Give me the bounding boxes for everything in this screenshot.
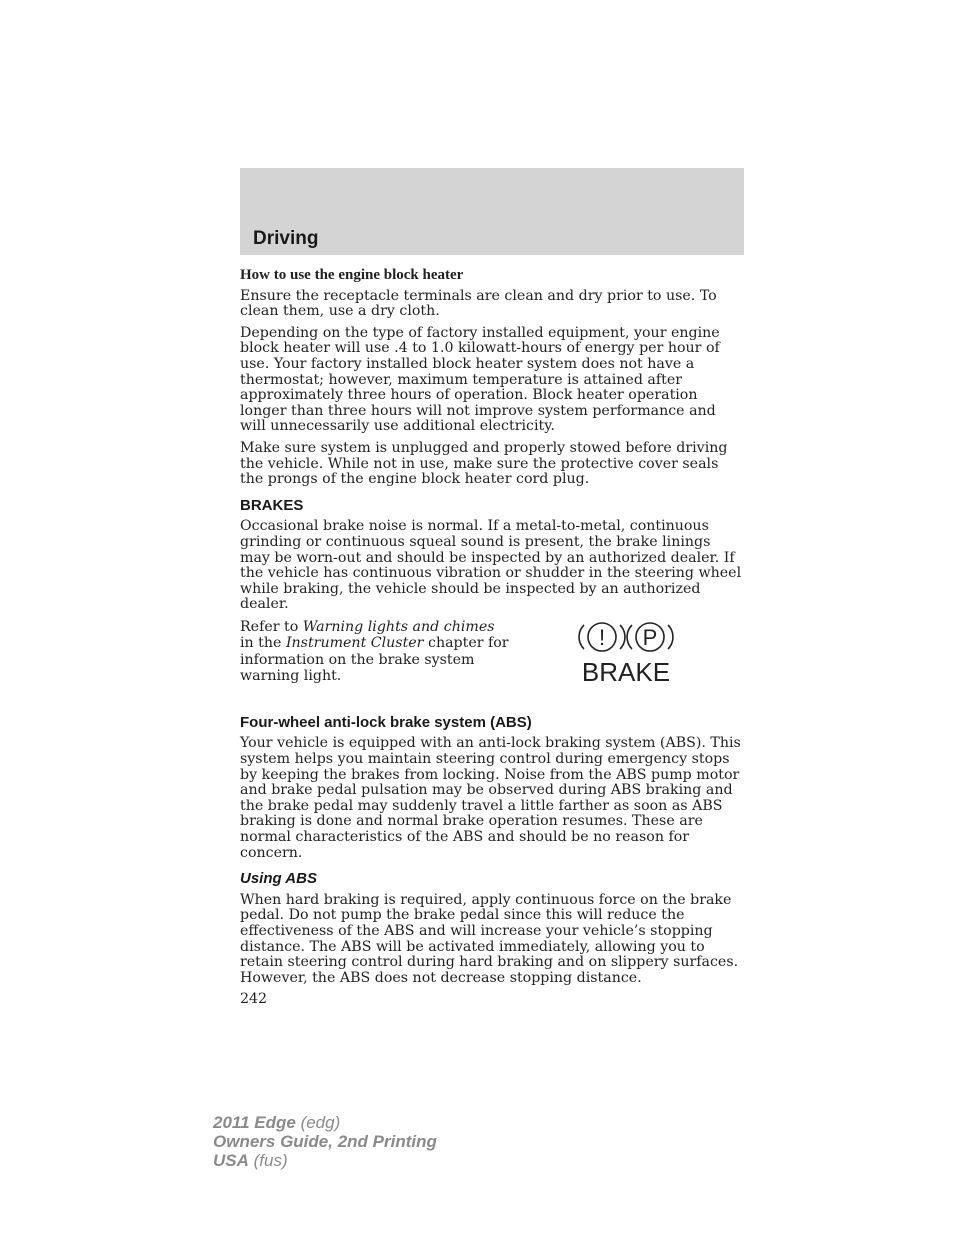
brake-warning-icon — [578, 619, 674, 689]
refer-suffix: chapter for information on the brake system warning light. — [240, 635, 509, 685]
block-heater-heading: How to use the engine block heater — [240, 267, 464, 283]
footer-model-code: (edg) — [295, 1113, 341, 1132]
brake-icon-label: BRAKE — [581, 656, 671, 687]
footer-guide-title: Owners Guide, 2nd Printing — [213, 1132, 437, 1151]
page-number: 242 — [240, 991, 268, 1008]
brake-icon-p: P — [642, 624, 658, 650]
footer-market: USA — [213, 1151, 249, 1170]
footer-market-code: (fus) — [248, 1151, 288, 1170]
brakes-paragraph-1: Occasional brake noise is normal. If a metal-to-metal, continuous grinding or continuous squeal sound is present, the brake linings may be worn-out and should be inspected by an authorized dealer. If the vehicle has continuous vibration or shudder in the steering wheel while braking, the vehicle should be inspected by an authorized dealer. — [240, 518, 742, 613]
abs-paragraph-1: Your vehicle is equipped with an anti-lock braking system (ABS). This system helps you maintain steering control during emergency stops by keeping the brakes from locking. Noise from the ABS pump motor and brake pedal pulsation may be observed during ABS braking and the brake pedal may suddenly travel a little farther as soon as ABS braking is done and normal brake operation resumes. These are normal characteristics of the ABS and should be no reason for concern. — [240, 735, 741, 861]
using-abs-heading: Using ABS — [240, 870, 317, 888]
section-title: Driving — [253, 228, 319, 249]
brake-warning-reference — [240, 619, 744, 705]
footer-model: 2011 Edge — [213, 1113, 296, 1132]
footer-line-1 — [213, 1113, 437, 1132]
footer-line-3 — [213, 1151, 437, 1170]
abs-heading: Four-wheel anti-lock brake system (ABS) — [240, 713, 532, 731]
block-heater-paragraph-1: Ensure the receptacle terminals are clean and dry prior to use. To clean them, use a dry cloth. — [240, 287, 717, 320]
brake-icon-exclaim: ! — [598, 624, 606, 650]
block-heater-paragraph-3: Make sure system is unplugged and properly stowed before driving the vehicle. While not in use, make sure the protective cover seals the prongs of the engine block heater cord plug. — [240, 439, 728, 488]
refer-instrument-cluster-link: Instrument Cluster — [285, 635, 424, 652]
page-content — [240, 268, 744, 1008]
block-heater-paragraph-2: Depending on the type of factory installed equipment, your engine block heater will use .4 to 1.0 kilowatt-hours of energy per hour of use. Your factory installed block heater system does not have a thermostat; however, maximum temperature is attained after approximately three hours of operation. Block heater operation longer than three hours will not improve system performance and will unnecessarily use additional electricity. — [240, 324, 720, 435]
refer-mid: in the — [240, 635, 286, 652]
brake-warning-reference-text — [240, 619, 510, 685]
brakes-heading: BRAKES — [240, 496, 304, 514]
refer-prefix: Refer to — [240, 618, 303, 635]
using-abs-paragraph: When hard braking is required, apply continuous force on the brake pedal. Do not pump the brake pedal since this will reduce the effectiveness of the ABS and will increase your vehicle’s stopping distance. The ABS will be activated immediately, allowing you to retain steering control during hard braking and on slippery surfaces. However, the ABS does not decrease stopping distance. — [240, 891, 739, 986]
document-footer — [213, 1113, 437, 1170]
footer-line-2 — [213, 1132, 437, 1151]
refer-warning-lights-link: Warning lights and chimes — [302, 618, 495, 635]
